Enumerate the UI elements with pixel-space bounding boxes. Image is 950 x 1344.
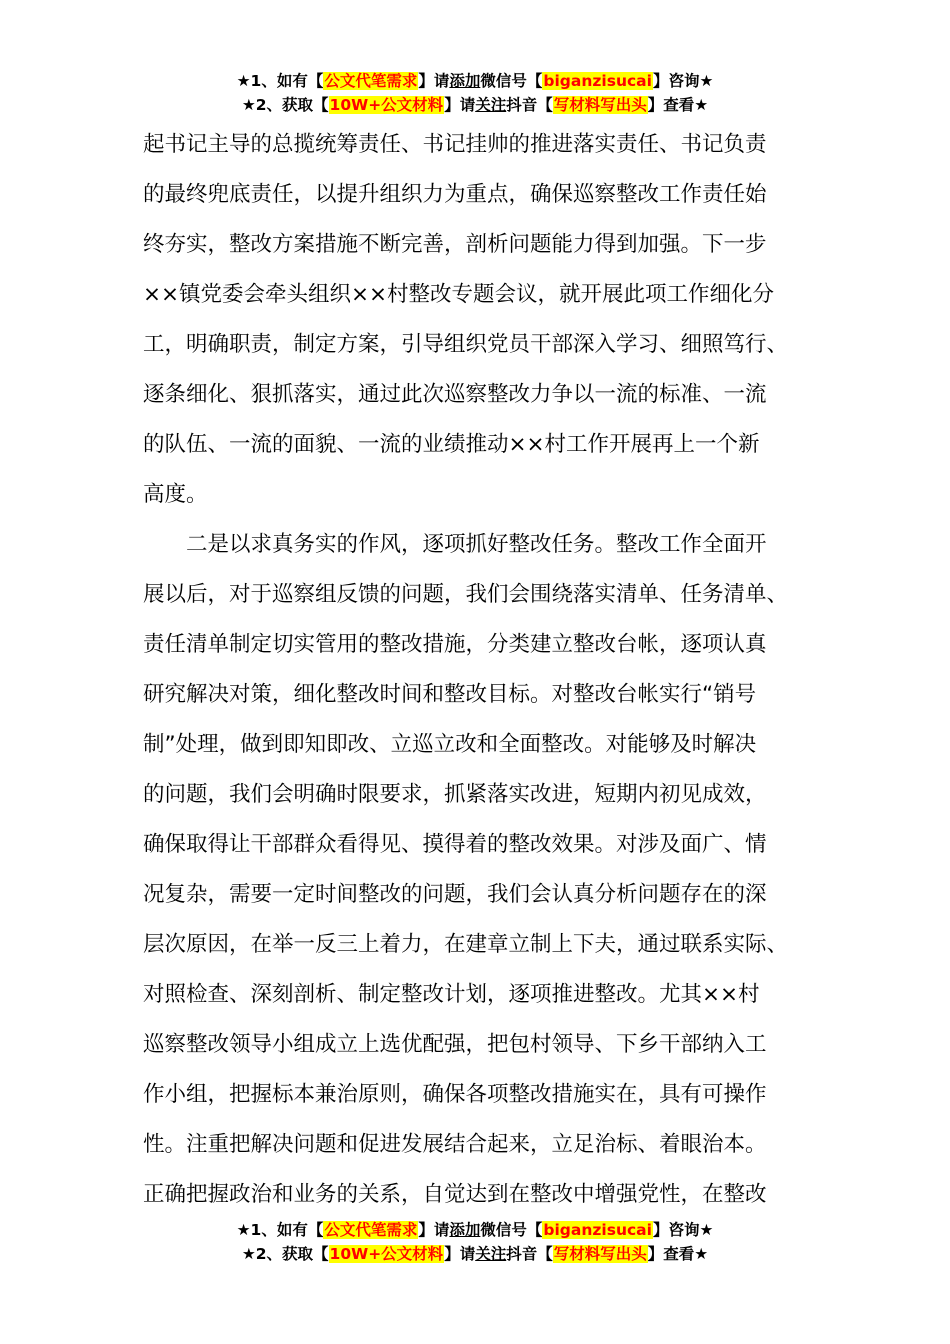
banner-line-1 xyxy=(0,1218,950,1242)
banner-text: 】请 xyxy=(444,96,476,114)
body-line: 对照检查、深刻剖析、制定整改计划，逐项推进整改。尤其××村 xyxy=(143,982,760,1007)
banner-text-underlined: 添加 xyxy=(449,72,481,90)
body-line: 的最终兜底责任，以提升组织力为重点，确保巡察整改工作责任始 xyxy=(143,182,767,207)
footer-banner xyxy=(0,1218,950,1266)
document-body xyxy=(143,120,823,1220)
body-line: 正确把握政治和业务的关系，自觉达到在整改中增强党性，在整改 xyxy=(143,1182,767,1207)
header-banner xyxy=(0,69,950,117)
banner-text: ★1、如有【 xyxy=(236,72,324,90)
banner-text: 】咨询★ xyxy=(652,72,714,90)
highlight-materials: 10W+公文材料 xyxy=(329,96,444,114)
banner-text: 】咨询★ xyxy=(652,1221,714,1239)
body-line: 的问题，我们会明确时限要求，抓紧落实改进，短期内初见成效， xyxy=(143,782,767,807)
banner-text: ★1、如有【 xyxy=(236,1221,324,1239)
body-line: 确保取得让干部群众看得见、摸得着的整改效果。对涉及面广、情 xyxy=(143,832,767,857)
banner-text: 】查看★ xyxy=(647,96,709,114)
banner-text: 】请 xyxy=(418,1221,450,1239)
highlight-douyin: 写材料写出头 xyxy=(553,1245,647,1263)
banner-text: 】查看★ xyxy=(647,1245,709,1263)
body-line: 层次原因，在举一反三上着力，在建章立制上下夫，通过联系实际、 xyxy=(143,932,789,957)
body-line: 况复杂，需要一定时间整改的问题，我们会认真分析问题存在的深 xyxy=(143,882,767,907)
highlight-materials: 10W+公文材料 xyxy=(329,1245,444,1263)
body-line: 作小组，把握标本兼治原则，确保各项整改措施实在，具有可操作 xyxy=(143,1082,767,1107)
highlight-service: 公文代笔需求 xyxy=(324,72,418,90)
highlight-douyin: 写材料写出头 xyxy=(553,96,647,114)
highlight-wechat-id: biganzisucai xyxy=(543,1221,652,1239)
banner-text: 】请 xyxy=(418,72,450,90)
banner-text-underlined: 添加 xyxy=(449,1221,481,1239)
body-line: 责任清单制定切实管用的整改措施，分类建立整改台帐，逐项认真 xyxy=(143,632,767,657)
body-line: 性。注重把解决问题和促进发展结合起来，立足治标、着眼治本。 xyxy=(143,1132,767,1157)
body-line: 的队伍、一流的面貌、一流的业绩推动××村工作开展再上一个新 xyxy=(143,432,760,457)
banner-text-underlined: 关注 xyxy=(475,1245,507,1263)
body-line: 终夯实，整改方案措施不断完善，剖析问题能力得到加强。下一步 xyxy=(143,232,767,257)
body-line: ××镇党委会牵头组织××村整改专题会议，就开展此项工作细化分 xyxy=(143,282,775,307)
body-line: 起书记主导的总揽统筹责任、书记挂帅的推进落实责任、书记负责 xyxy=(143,132,767,157)
body-line: 巡察整改领导小组成立上选优配强，把包村领导、下乡干部纳入工 xyxy=(143,1032,767,1057)
body-line: 二是以求真务实的作风，逐项抓好整改任务。整改工作全面开 xyxy=(143,532,767,557)
banner-text: 抖音【 xyxy=(506,96,553,114)
body-line: 研究解决对策，细化整改时间和整改目标。对整改台帐实行“销号 xyxy=(143,682,757,707)
highlight-wechat-id: biganzisucai xyxy=(543,72,652,90)
banner-line-1 xyxy=(0,69,950,93)
banner-text: ★2、获取【 xyxy=(241,96,329,114)
body-line: 逐条细化、狠抓落实，通过此次巡察整改力争以一流的标准、一流 xyxy=(143,382,767,407)
banner-text: 】请 xyxy=(444,1245,476,1263)
body-line: 高度。 xyxy=(143,482,208,507)
banner-text: 微信号【 xyxy=(480,1221,543,1239)
banner-text: 微信号【 xyxy=(480,72,543,90)
body-line: 制”处理，做到即知即改、立巡立改和全面整改。对能够及时解决 xyxy=(143,732,757,757)
banner-line-2 xyxy=(0,93,950,117)
banner-line-2 xyxy=(0,1242,950,1266)
banner-text-underlined: 关注 xyxy=(475,96,507,114)
body-line: 展以后，对于巡察组反馈的问题，我们会围绕落实清单、任务清单、 xyxy=(143,582,789,607)
banner-text: 抖音【 xyxy=(506,1245,553,1263)
body-line: 工，明确职责，制定方案，引导组织党员干部深入学习、细照笃行、 xyxy=(143,332,789,357)
banner-text: ★2、获取【 xyxy=(241,1245,329,1263)
highlight-service: 公文代笔需求 xyxy=(324,1221,418,1239)
